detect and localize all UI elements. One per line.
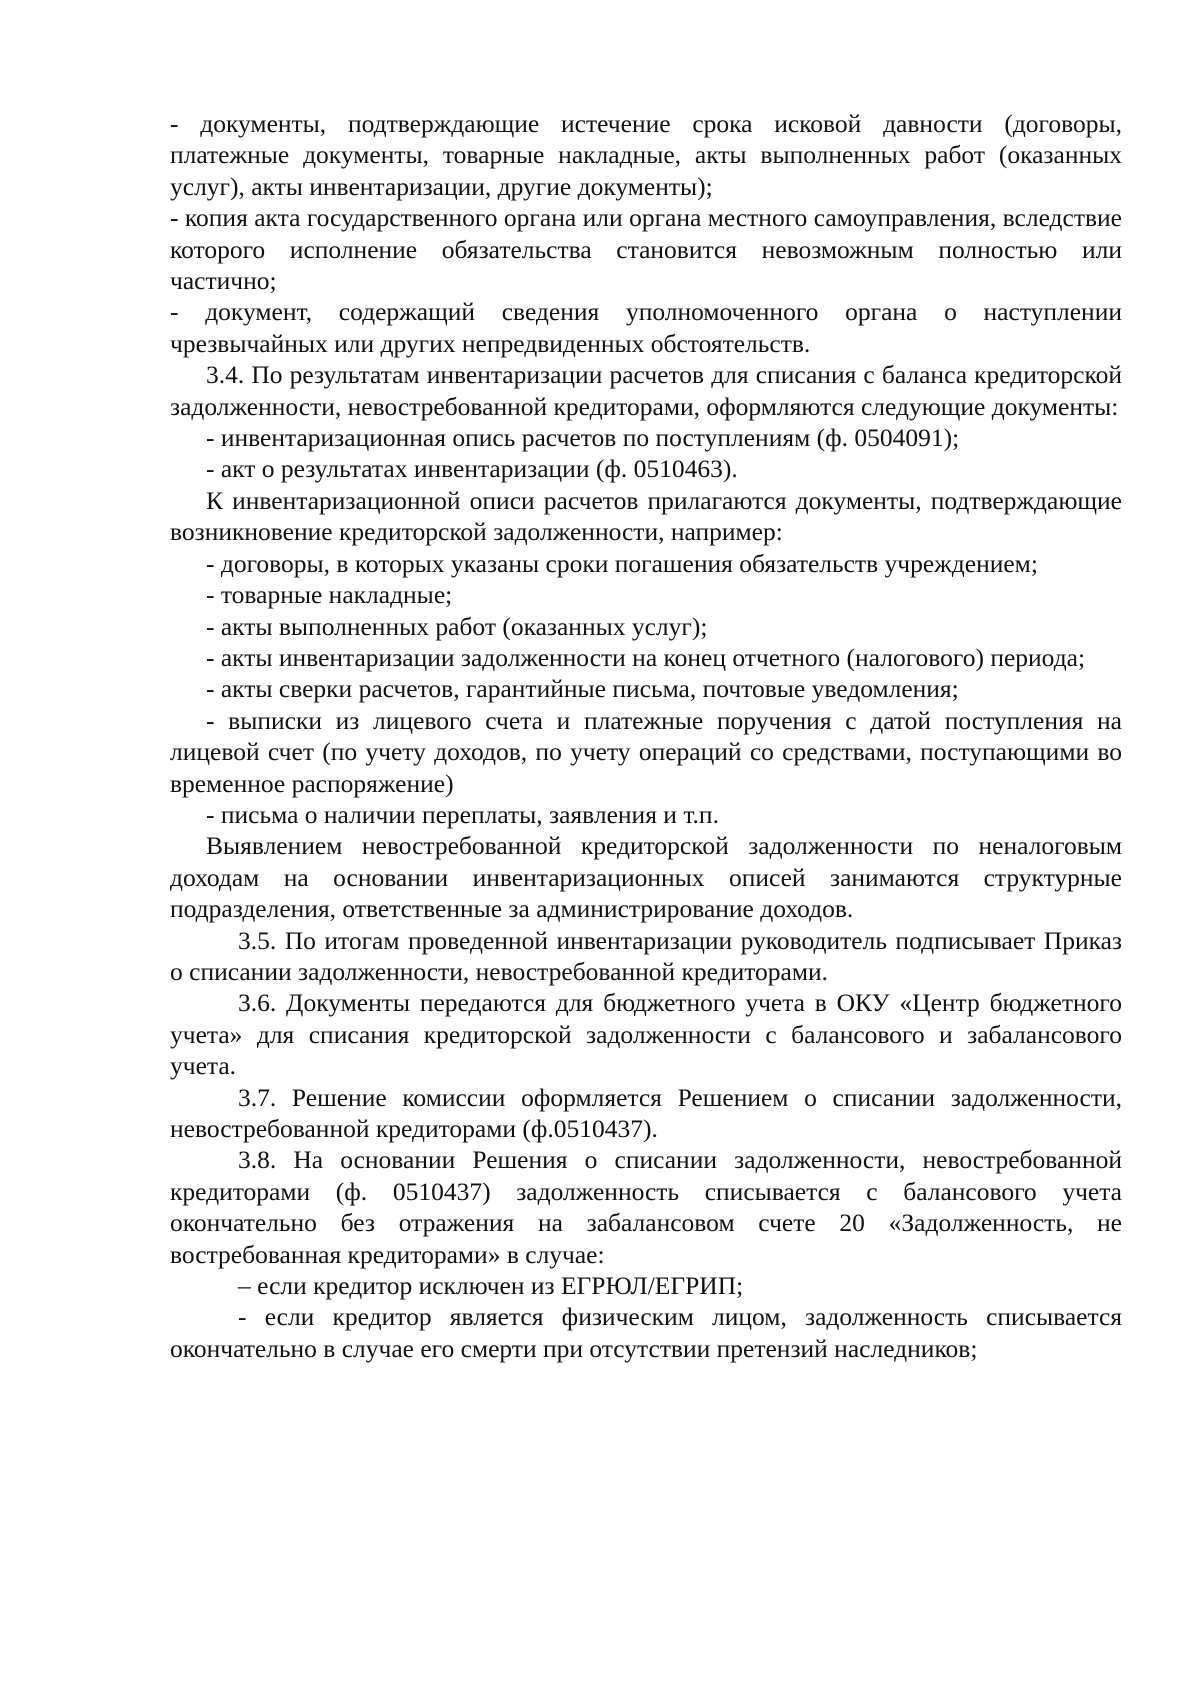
paragraph-bullet-debt-inventory-acts: - акты инвентаризации задолженности на конец отчетного (налогового) периода;	[206, 642, 1086, 672]
paragraph-bullet-emergency-document: - документ, содержащий сведения уполномоченного органа о наступлении чрезвычайных или других непредвиденных обстоятельств.	[170, 297, 1122, 358]
paragraph-bullet-state-act-copy: - копия акта государственного органа или органа местного самоуправления, вследствие которого исполнение обязательства становится невозможным полностью или частично;	[170, 203, 1122, 296]
paragraph-section-3-8: 3.8. На основании Решения о списании задолженности, невостребованной кредиторами (ф. 0510437) задолженность списывается с балансового учета окончательно без отражения на забалансовом счете 20 «Задолженность, не востребованная кредиторами» в случае:	[170, 1145, 1122, 1269]
paragraph-bullet-reconciliation-acts: - акты сверки расчетов, гарантийные письма, почтовые уведомления;	[206, 674, 959, 704]
paragraph-section-3-5: 3.5. По итогам проведенной инвентаризации руководитель подписывает Приказ о списании задолженности, невостребованной кредиторами.	[170, 925, 1122, 986]
paragraph-attachments-intro: К инвентаризационной описи расчетов прилагаются документы, подтверждающие возникновение кредиторской задолженности, например:	[170, 485, 1122, 547]
paragraph-bullet-inventory-act: - акт о результатах инвентаризации (ф. 0510463).	[206, 454, 738, 484]
paragraph-bullet-creditor-individual: - если кредитор является физическим лицом, задолженность списывается окончательно в случае его смерти при отсутствии претензий наследников;	[170, 1302, 1122, 1363]
paragraph-section-3-6: 3.6. Документы передаются для бюджетного учета в ОКУ «Центр бюджетного учета» для списания кредиторской задолженности с балансового и забалансового учета.	[170, 988, 1122, 1081]
paragraph-bullet-creditor-excluded: – если кредитор исключен из ЕГРЮЛ/ЕГРИП;	[238, 1271, 744, 1301]
paragraph-bullet-inventory-list: - инвентаризационная опись расчетов по поступлениям (ф. 0504091);	[206, 423, 960, 453]
paragraph-bullet-account-statements: - выписки из лицевого счета и платежные поручения с датой поступления на лицевой счет (по учету доходов, по учету операций со средствами, поступающими во временное распоряжение)	[170, 705, 1122, 798]
paragraph-section-3-7: 3.7. Решение комиссии оформляется Решением о списании задолженности, невостребованной кредиторами (ф.0510437).	[170, 1082, 1122, 1143]
paragraph-bullet-contracts: - договоры, в которых указаны сроки погашения обязательств учреждением;	[206, 548, 1038, 578]
paragraph-bullet-overpayment-letters: - письма о наличии переплаты, заявления и т.п.	[206, 799, 719, 829]
paragraph-identification-units: Выявлением невостребованной кредиторской задолженности по неналоговым доходам на основании инвентаризационных описей занимаются структурные подразделения, ответственные за администрирование доходов.	[170, 831, 1122, 924]
paragraph-bullet-documents-limitation: - документы, подтверждающие истечение срока исковой давности (договоры, платежные документы, товарные накладные, акты выполненных работ (оказанных услуг), акты инвентаризации, другие документы);	[170, 109, 1122, 201]
paragraph-bullet-waybills: - товарные накладные;	[206, 580, 453, 610]
paragraph-section-3-4: 3.4. По результатам инвентаризации расчетов для списания с баланса кредиторской задолженности, невостребованной кредиторами, оформляются следующие документы:	[170, 360, 1122, 421]
paragraph-bullet-work-acts: - акты выполненных работ (оказанных услуг);	[206, 611, 708, 641]
document-body	[170, 108, 1122, 1364]
